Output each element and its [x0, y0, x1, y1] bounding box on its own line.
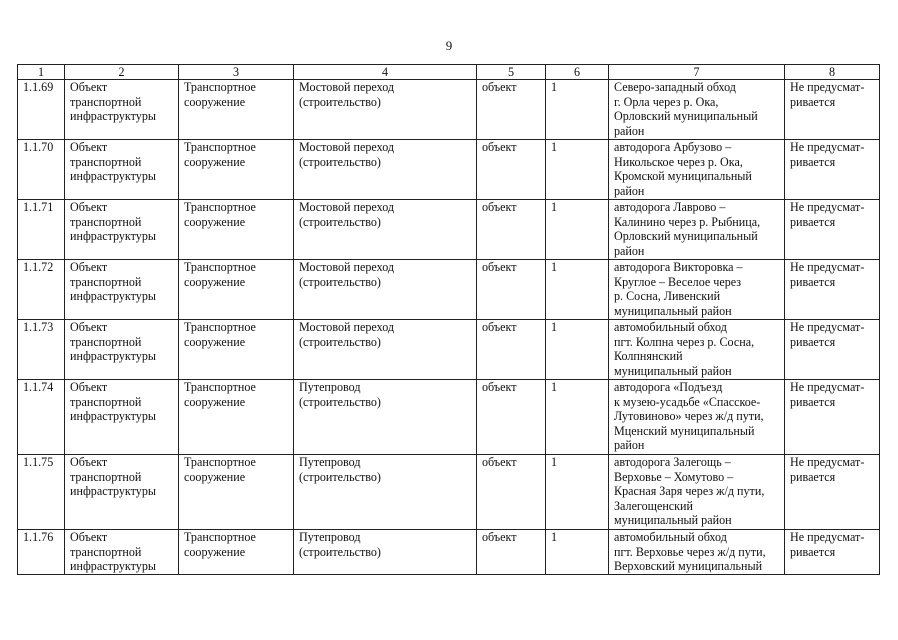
unit-cell: объект: [477, 380, 546, 455]
quantity-cell: 1: [546, 320, 609, 380]
unit-cell: объект: [477, 530, 546, 575]
column-header: 6: [546, 65, 609, 80]
quantity-cell: 1: [546, 380, 609, 455]
document-table: [17, 64, 880, 575]
name-cell: Мостовой переход (строительство): [294, 80, 477, 140]
location-cell: автомобильный обход пгт. Колпна через р. Сосна, Колпнянский муниципальный район: [609, 320, 785, 380]
object-cell: Объект транспортной инфраструктуры: [65, 80, 179, 140]
quantity-cell: 1: [546, 455, 609, 530]
note-cell: Не предусмат- ривается: [785, 260, 880, 320]
location-cell: автодорога Арбузово – Никольское через р. Ока, Кромской муниципальный район: [609, 140, 785, 200]
object-cell: Объект транспортной инфраструктуры: [65, 200, 179, 260]
object-cell: Объект транспортной инфраструктуры: [65, 530, 179, 575]
location-cell: автодорога «Подъезд к музею-усадьбе «Спасское- Лутовиново» через ж/д пути, Мценский муниципальный район: [609, 380, 785, 455]
name-cell: Путепровод (строительство): [294, 530, 477, 575]
note-cell: Не предусмат- ривается: [785, 530, 880, 575]
name-cell: Мостовой переход (строительство): [294, 260, 477, 320]
location-cell: Северо-западный обход г. Орла через р. Ока, Орловский муниципальный район: [609, 80, 785, 140]
table-header-row: [18, 65, 880, 80]
note-cell: Не предусмат- ривается: [785, 320, 880, 380]
row-number: 1.1.69: [18, 80, 65, 140]
location-cell: автодорога Лаврово – Калинино через р. Рыбница, Орловский муниципальный район: [609, 200, 785, 260]
unit-cell: объект: [477, 455, 546, 530]
object-cell: Объект транспортной инфраструктуры: [65, 260, 179, 320]
table-row: [18, 320, 880, 380]
type-cell: Транспортное сооружение: [179, 455, 294, 530]
type-cell: Транспортное сооружение: [179, 260, 294, 320]
quantity-cell: 1: [546, 530, 609, 575]
name-cell: Мостовой переход (строительство): [294, 320, 477, 380]
table-row: [18, 455, 880, 530]
column-header: 1: [18, 65, 65, 80]
note-cell: Не предусмат- ривается: [785, 455, 880, 530]
quantity-cell: 1: [546, 260, 609, 320]
location-cell: автомобильный обход пгт. Верховье через ж/д пути, Верховский муниципальный: [609, 530, 785, 575]
type-cell: Транспортное сооружение: [179, 140, 294, 200]
column-header: 3: [179, 65, 294, 80]
row-number: 1.1.72: [18, 260, 65, 320]
table-row: [18, 530, 880, 575]
table-row: [18, 260, 880, 320]
location-cell: автодорога Залегощь – Верховье – Хомутово – Красная Заря через ж/д пути, Залегощенский муниципальный район: [609, 455, 785, 530]
type-cell: Транспортное сооружение: [179, 80, 294, 140]
row-number: 1.1.75: [18, 455, 65, 530]
name-cell: Мостовой переход (строительство): [294, 200, 477, 260]
object-cell: Объект транспортной инфраструктуры: [65, 140, 179, 200]
type-cell: Транспортное сооружение: [179, 530, 294, 575]
note-cell: Не предусмат- ривается: [785, 80, 880, 140]
object-cell: Объект транспортной инфраструктуры: [65, 320, 179, 380]
unit-cell: объект: [477, 260, 546, 320]
page-number: 9: [445, 38, 453, 53]
row-number: 1.1.73: [18, 320, 65, 380]
note-cell: Не предусмат- ривается: [785, 380, 880, 455]
name-cell: Мостовой переход (строительство): [294, 140, 477, 200]
type-cell: Транспортное сооружение: [179, 200, 294, 260]
unit-cell: объект: [477, 140, 546, 200]
quantity-cell: 1: [546, 200, 609, 260]
note-cell: Не предусмат- ривается: [785, 200, 880, 260]
table-row: [18, 380, 880, 455]
column-header: 7: [609, 65, 785, 80]
row-number: 1.1.71: [18, 200, 65, 260]
unit-cell: объект: [477, 80, 546, 140]
type-cell: Транспортное сооружение: [179, 320, 294, 380]
column-header: 5: [477, 65, 546, 80]
object-cell: Объект транспортной инфраструктуры: [65, 455, 179, 530]
column-header: 2: [65, 65, 179, 80]
type-cell: Транспортное сооружение: [179, 380, 294, 455]
name-cell: Путепровод (строительство): [294, 455, 477, 530]
quantity-cell: 1: [546, 140, 609, 200]
quantity-cell: 1: [546, 80, 609, 140]
row-number: 1.1.70: [18, 140, 65, 200]
table-row: [18, 140, 880, 200]
table-row: [18, 200, 880, 260]
unit-cell: объект: [477, 200, 546, 260]
location-cell: автодорога Викторовка – Круглое – Веселое через р. Сосна, Ливенский муниципальный район: [609, 260, 785, 320]
object-cell: Объект транспортной инфраструктуры: [65, 380, 179, 455]
note-cell: Не предусмат- ривается: [785, 140, 880, 200]
unit-cell: объект: [477, 320, 546, 380]
row-number: 1.1.76: [18, 530, 65, 575]
row-number: 1.1.74: [18, 380, 65, 455]
name-cell: Путепровод (строительство): [294, 380, 477, 455]
column-header: 4: [294, 65, 477, 80]
table-row: [18, 80, 880, 140]
column-header: 8: [785, 65, 880, 80]
